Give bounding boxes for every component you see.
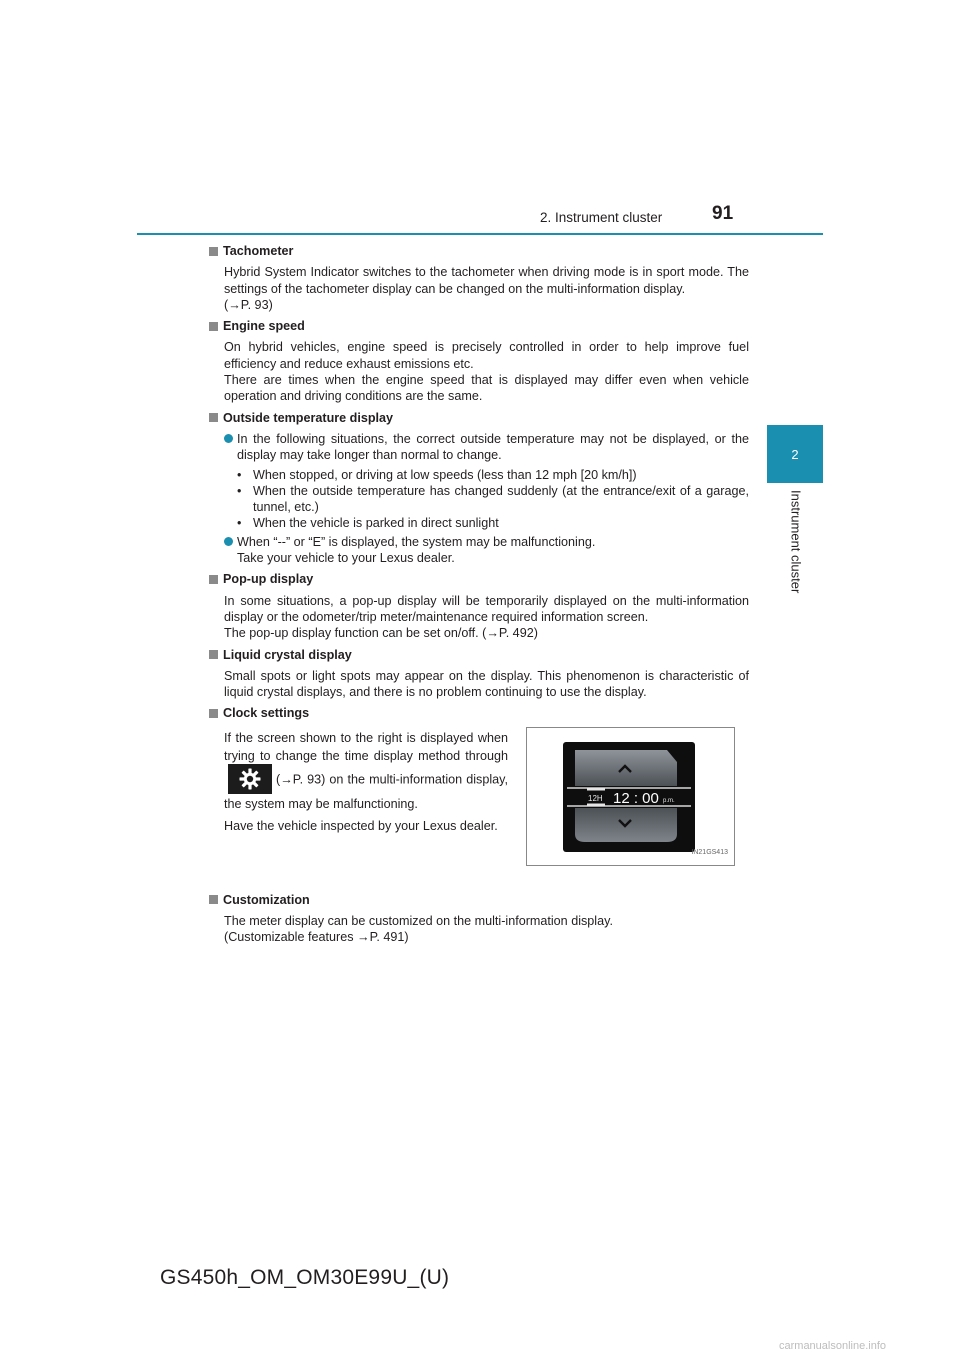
section-title: Outside temperature display <box>223 410 394 425</box>
clock-screen-figure <box>526 727 735 866</box>
square-bullet-icon <box>209 650 218 659</box>
bullet-text: Take your vehicle to your Lexus dealer. <box>237 551 455 566</box>
chapter-tab[interactable] <box>767 425 823 483</box>
page-content <box>209 243 749 951</box>
header-rule <box>137 233 823 235</box>
list-item: • When the vehicle is parked in direct sunlight <box>237 516 499 531</box>
figure-code: IN21GS413 <box>691 849 728 857</box>
section-paragraph: In some situations, a pop-up display will be temporarily displayed on the multi-information display or the odometer/trip meter/maintenance required information screen. <box>224 593 749 624</box>
section-paragraph: If the screen shown to the right is displayed when trying to change the time display method through <box>224 730 508 763</box>
round-bullet-icon <box>224 434 233 443</box>
section-paragraph: On hybrid vehicles, engine speed is precisely controlled in order to help improve fuel efficiency and reduce exhaust emissions etc. <box>224 340 749 371</box>
section-title: Pop-up display <box>223 572 314 587</box>
list-item: • When the outside temperature has changed suddenly (at the entrance/exit of a garage, tunnel, etc.) <box>237 483 749 515</box>
square-bullet-icon <box>209 322 218 331</box>
square-bullet-icon <box>209 413 218 422</box>
list-item: • When stopped, or driving at low speeds (less than 12 mph [20 km/h]) <box>237 467 637 482</box>
clock-time-value: 12 : 00 <box>613 789 659 807</box>
section-title: Tachometer <box>223 244 294 258</box>
gear-icon <box>238 767 262 791</box>
section-paragraph: Small spots or light spots may appear on the display. This phenomenon is characteristic of liquid crystal displays, and there is no problem continuing to use the display. <box>224 668 749 700</box>
chapter-side-label <box>786 490 806 602</box>
section-paragraph: (Customizable features →P. 491) <box>224 930 409 945</box>
clock-display-screen <box>563 742 695 852</box>
condition-list <box>237 467 749 532</box>
bullet-text: In the following situations, the correct outside temperature may not be displayed, or the display may take longer than normal to change. <box>237 431 749 463</box>
section-engine-speed <box>209 318 749 404</box>
settings-button-graphic <box>228 764 272 794</box>
square-bullet-icon <box>209 575 218 584</box>
clock-ampm-label: p.m. <box>663 797 675 804</box>
page-reference-link[interactable]: (→P. 93) <box>224 297 273 312</box>
section-outside-temperature <box>209 410 749 567</box>
page-reference-link[interactable]: (→P. 492) <box>482 626 538 641</box>
square-bullet-icon <box>209 247 218 256</box>
section-paragraph: (→P. 93) on the multi-information display, the system may be malfunctioning. <box>224 772 508 811</box>
chapter-tab-number: 2 <box>791 446 799 462</box>
section-title: Clock settings <box>223 706 310 721</box>
watermark: carmanualsonline.info <box>779 1340 887 1352</box>
section-paragraph: There are times when the engine speed that is displayed may differ even when vehicle operation and driving conditions are the same. <box>224 373 749 404</box>
clock-mode-label: 12H <box>588 793 603 803</box>
section-liquid-crystal <box>209 647 749 701</box>
chapter-side-label-text: Instrument cluster <box>788 490 804 594</box>
bullet-text: When “--” or “E” is displayed, the system may be malfunctioning. <box>237 534 596 549</box>
page-number: 91 <box>712 203 734 224</box>
section-popup-display <box>209 571 749 641</box>
section-title: Liquid crystal display <box>223 647 352 662</box>
square-bullet-icon <box>209 895 218 904</box>
round-bullet-icon <box>224 537 233 546</box>
header-section-title: 2. Instrument cluster <box>540 210 663 225</box>
section-text: Hybrid System Indicator switches to the tachometer when driving mode is in sport mode. The settings of the tachometer display can be changed on the multi-information display. <box>224 265 749 296</box>
document-code-footer: GS450h_OM_OM30E99U_(U) <box>160 1266 450 1289</box>
section-title: Engine speed <box>223 319 305 334</box>
section-clock-settings <box>209 705 749 886</box>
section-paragraph: The meter display can be customized on the multi-information display. <box>224 914 613 929</box>
section-paragraph: The pop-up display function can be set on/off. <box>224 626 479 641</box>
section-tachometer <box>209 243 749 313</box>
square-bullet-icon <box>209 709 218 718</box>
section-paragraph: Have the vehicle inspected by your Lexus dealer. <box>224 818 498 833</box>
section-customization <box>209 892 749 946</box>
section-title: Customization <box>223 892 310 907</box>
clock-display-graphic <box>563 742 695 852</box>
